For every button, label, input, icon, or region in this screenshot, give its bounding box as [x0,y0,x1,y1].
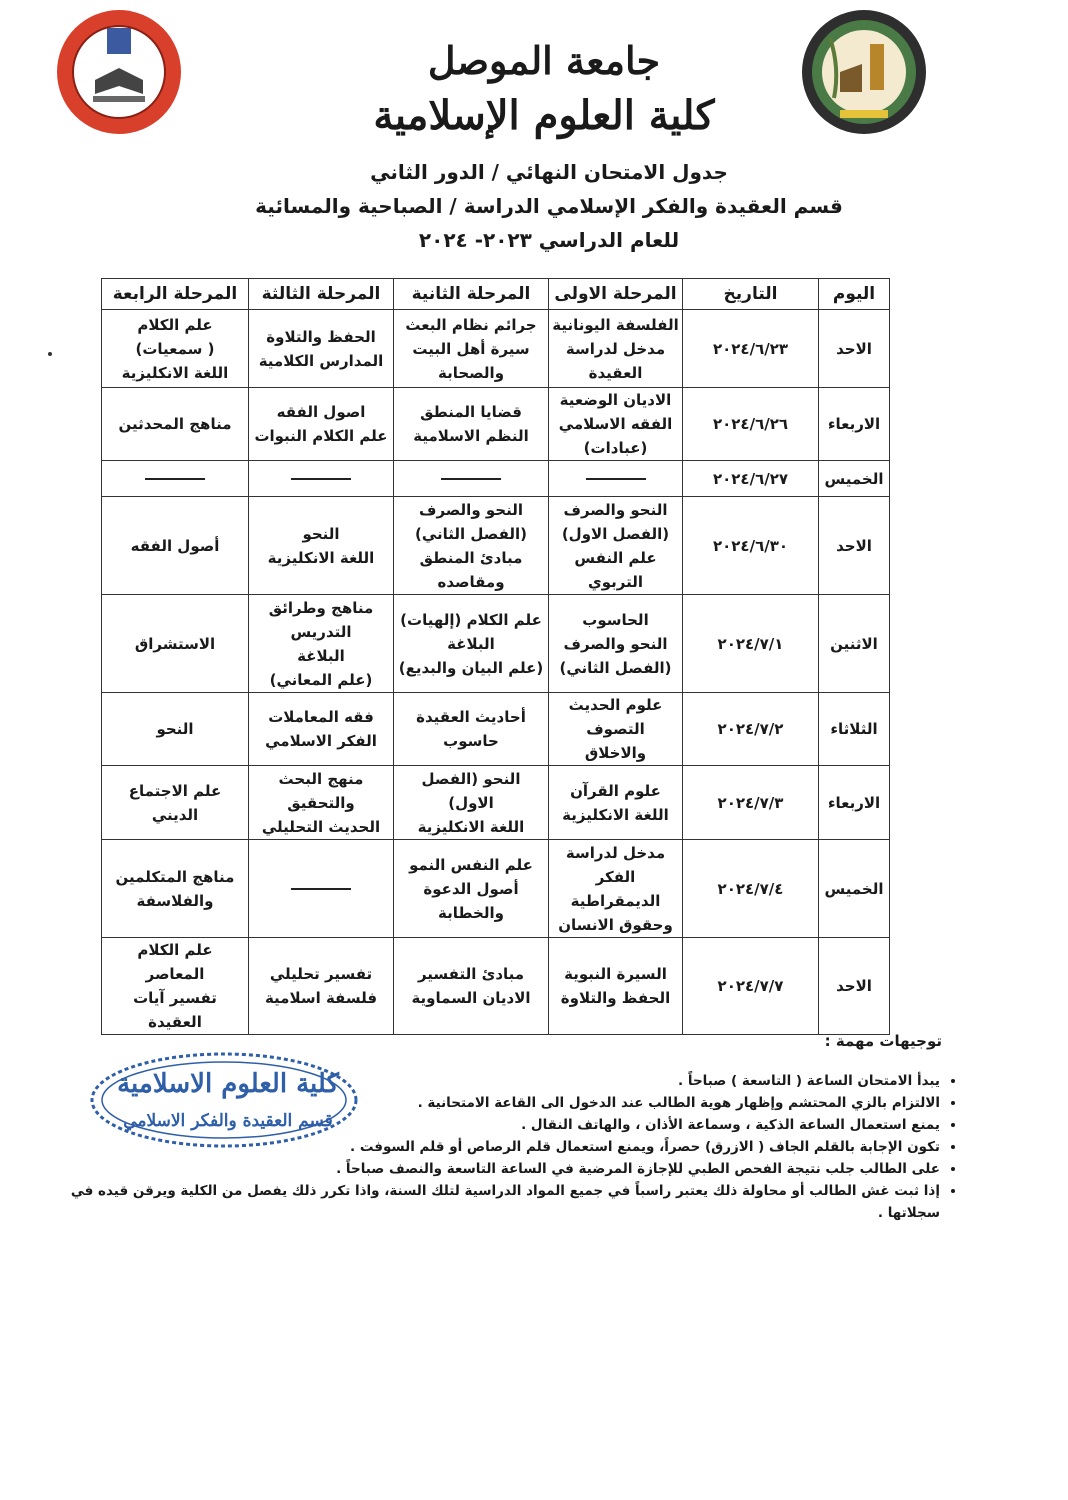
subject-line: حاسوب [443,732,499,750]
subject-line: الاديان الوضعية [559,391,672,409]
cell-stage-1 [549,388,683,461]
cell-stage-1 [549,310,683,388]
cell-stage-3 [249,310,394,388]
subject-line: والفلاسفة [136,891,214,910]
subject-line: قضايا المنطق [420,403,522,421]
subject-line: مبادئ التفسير [417,965,525,983]
table-row [102,766,890,840]
subject-line: مبادئ المنطق [419,548,523,567]
cell-stage-3 [249,693,394,766]
cell-day: الاثنين [819,595,890,693]
header-stage-3: المرحلة الثالثة [249,279,394,310]
subject-line: أحاديث العقيدة [416,708,526,726]
cell-date: ٢٠٢٤/٦/٢٧ [683,461,819,497]
table-header-row [102,279,890,310]
subject-line: النحو والصرف [419,500,523,519]
cell-day: الاحد [819,497,890,595]
table-row [102,497,890,595]
cell-day: الثلاثاء [819,693,890,766]
exam-schedule-table [101,278,890,1035]
subject-line: والتحقيق [287,793,355,812]
subject-line: الديني [151,805,199,824]
cell-date: ٢٠٢٤/٧/٧ [683,938,819,1035]
subject-line: علم الكلام [137,941,213,959]
table-row [102,938,890,1035]
cell-stage-2 [394,497,549,595]
subject-line: اللغة الانكليزية [121,363,229,382]
subject-line: الفكر الاسلامي [265,732,377,750]
cell-stage-1 [549,595,683,693]
subject-line: مناهج وطرائق [268,598,374,617]
cell-date: ٢٠٢٤/٦/٣٠ [683,497,819,595]
note-item: • إذا ثبت غش الطالب أو محاولة ذلك يعتبر راسباً في جميع المواد الدراسية لتلك السنة، واذا تكرر ذلك يفصل من الكلية ويرقن قيده في سجلاتها . [40,1180,940,1224]
table-row [102,840,890,938]
note-item: • يبدأ الامتحان الساعة ( التاسعة ) صباحاً . [40,1070,940,1092]
subject-line: (علم المعاني) [269,670,373,689]
cell-stage-3 [249,497,394,595]
table-row [102,388,890,461]
cell-stage-3 [249,595,394,693]
subject-line: (الفصل الثاني) [559,658,672,677]
cell-stage-2 [394,388,549,461]
subject-line: علم الكلام (إلهيات) [400,610,542,629]
subject-line: الحديث التحليلي [261,817,381,836]
empty-dash [586,478,646,480]
cell-stage-4 [102,461,249,497]
cell-stage-1 [549,497,683,595]
cell-stage-3 [249,938,394,1035]
subject-line: علم النفس [574,548,657,567]
cell-stage-4 [102,595,249,693]
subject-line: الاديان السماوية [411,989,531,1007]
cell-date: ٢٠٢٤/٦/٢٣ [683,310,819,388]
subject-line: الحاسوب [582,610,649,629]
subject-line: البلاغة [447,634,495,653]
notes-list [40,1070,962,1224]
table-row [102,461,890,497]
subject-line: علم الكلام [137,315,213,334]
subject-line: النحو [156,720,194,738]
note-item: • الالتزام بالزي المحتشم وإظهار هوية الطالب عند الدخول الى القاعة الامتحانية . [40,1092,940,1114]
subject-line: النحو (الفصل الاول) [421,769,521,812]
stamp-line-1: كلية العلوم الاسلامية [117,1069,339,1099]
subject-line: وحقوق الانسان [558,915,673,934]
subject-line: أصول الفقه [130,536,220,555]
subject-line: ومقاصده [437,572,505,591]
cell-day: الخميس [819,840,890,938]
department-title: قسم العقيدة والفكر الإسلامي الدراسة / الصباحية والمسائية [255,194,843,218]
subject-line: تفسير آيات العقيدة [133,989,217,1031]
cell-stage-2 [394,693,549,766]
empty-dash [291,888,351,890]
subject-line: النظم الاسلامية [413,427,529,445]
subject-line: المعاصر [145,965,205,983]
subject-line: والاخلاق [584,744,647,762]
subject-line: (علم البيان والبديع) [398,658,544,677]
cell-stage-4 [102,938,249,1035]
header-stage-1: المرحلة الاولى [549,279,683,310]
subject-line: مدخل لدراسة [565,843,666,862]
cell-stage-4 [102,310,249,388]
empty-dash [145,478,205,480]
subject-line: المدارس الكلامية [258,351,384,370]
subject-line: منهج البحث [278,769,364,788]
subject-line: النحو والصرف [563,500,668,519]
cell-stage-2 [394,595,549,693]
cell-day: الاحد [819,938,890,1035]
cell-stage-2 [394,310,549,388]
cell-stage-3 [249,766,394,840]
subject-line: الاستشراق [134,634,216,653]
cell-date: ٢٠٢٤/٦/٢٦ [683,388,819,461]
subject-line: التدريس [290,622,352,641]
cell-stage-4 [102,388,249,461]
cell-stage-2 [394,840,549,938]
subject-line: مدخل لدراسة [565,339,666,358]
header-stage-2: المرحلة الثانية [394,279,549,310]
cell-day: الخميس [819,461,890,497]
subject-line: والخطابة [438,903,504,922]
subject-line: علم الاجتماع [128,781,222,800]
subject-line: السيرة النبوية [564,965,667,983]
cell-stage-3 [249,461,394,497]
academic-year: للعام الدراسي ٢٠٢٣- ٢٠٢٤ [418,228,680,252]
subject-line: الفكر [595,867,636,886]
cell-day: الاحد [819,310,890,388]
subject-line: البلاغة [297,646,345,665]
cell-stage-1 [549,766,683,840]
cell-date: ٢٠٢٤/٧/٣ [683,766,819,840]
subject-line: (الفصل الثاني) [414,524,527,543]
stamp-line-2: قسم العقيدة والفكر الاسلامي [123,1111,333,1131]
subject-line: الحفظ والتلاوة [560,989,671,1007]
subject-line: اللغة الانكليزية [267,548,375,567]
subject-line: (الفصل الاول) [561,524,670,543]
cell-stage-2 [394,461,549,497]
note-item: • على الطالب جلب نتيجة الفحص الطبي للإجازة المرضية في الساعة التاسعة والنصف صباحاً . [40,1158,940,1180]
subject-line: الفقه الاسلامي [558,415,673,433]
note-item: • تكون الإجابة بالقلم الجاف ( الازرق) حصراً، ويمنع استعمال قلم الرصاص أو قلم السوفت . [40,1136,940,1158]
subject-line: الديمقراطية [570,891,661,910]
cell-date: ٢٠٢٤/٧/٢ [683,693,819,766]
subject-line: أصول الدعوة [423,879,519,898]
header-date: التاريخ [683,279,819,310]
university-name: جامعة الموصل [427,38,661,83]
subject-line: النحو [302,524,340,543]
subject-line: (عبادات) [583,439,648,457]
subject-line: اصول الفقه [276,403,366,421]
cell-stage-3 [249,840,394,938]
note-item: • يمنع استعمال الساعة الذكية ، وسماعة الأذان ، والهاتف النقال . [40,1114,940,1136]
subject-line: والصحابة [437,363,505,382]
cell-stage-4 [102,497,249,595]
exam-title: جدول الامتحان النهائي / الدور الثاني [370,160,728,184]
subject-line: علوم الحديث [568,696,663,714]
cell-stage-1 [549,461,683,497]
cell-stage-1 [549,840,683,938]
table-row [102,693,890,766]
table-row [102,310,890,388]
subject-line: الفلسفة اليونانية [552,315,679,334]
subject-line: مناهج المتكلمين [115,867,235,886]
subject-line: علوم القرآن [570,781,661,800]
subject-line: علم الكلام النبوات [254,427,388,445]
cell-stage-4 [102,693,249,766]
cell-day: الاربعاء [819,388,890,461]
cell-stage-3 [249,388,394,461]
cell-stage-4 [102,840,249,938]
subject-line: التصوف [586,720,645,738]
cell-stage-2 [394,938,549,1035]
header-day: اليوم [819,279,890,310]
cell-stage-2 [394,766,549,840]
subject-line: جرائم نظام البعث [405,315,537,334]
subject-line: ( سمعيات) [135,339,215,358]
cell-stage-4 [102,766,249,840]
subject-line: اللغة الانكليزية [417,817,525,836]
subject-line: مناهج المحدثين [118,415,232,433]
subject-line: فلسفة اسلامية [264,989,378,1007]
scan-mark [48,352,52,356]
empty-dash [291,478,351,480]
subject-line: الحفظ والتلاوة [266,327,376,346]
subject-line: فقه المعاملات [268,708,374,726]
cell-date: ٢٠٢٤/٧/٤ [683,840,819,938]
subject-line: اللغة الانكليزية [562,805,669,824]
table-row [102,595,890,693]
subject-line: النحو والصرف [563,634,668,653]
cell-stage-1 [549,938,683,1035]
empty-dash [441,478,501,480]
college-name: كلية العلوم الإسلامية [373,92,715,139]
cell-stage-1 [549,693,683,766]
cell-date: ٢٠٢٤/٧/١ [683,595,819,693]
subject-line: تفسير تحليلي [269,965,373,983]
subject-line: سيرة أهل البيت [412,339,530,358]
subject-line: علم النفس النمو [409,855,533,874]
subject-line: العقيدة [588,363,643,382]
header-stage-4: المرحلة الرابعة [102,279,249,310]
subject-line: التربوي [587,572,643,591]
cell-day: الاربعاء [819,766,890,840]
notes-title: توجيهات مهمة : [824,1032,942,1050]
